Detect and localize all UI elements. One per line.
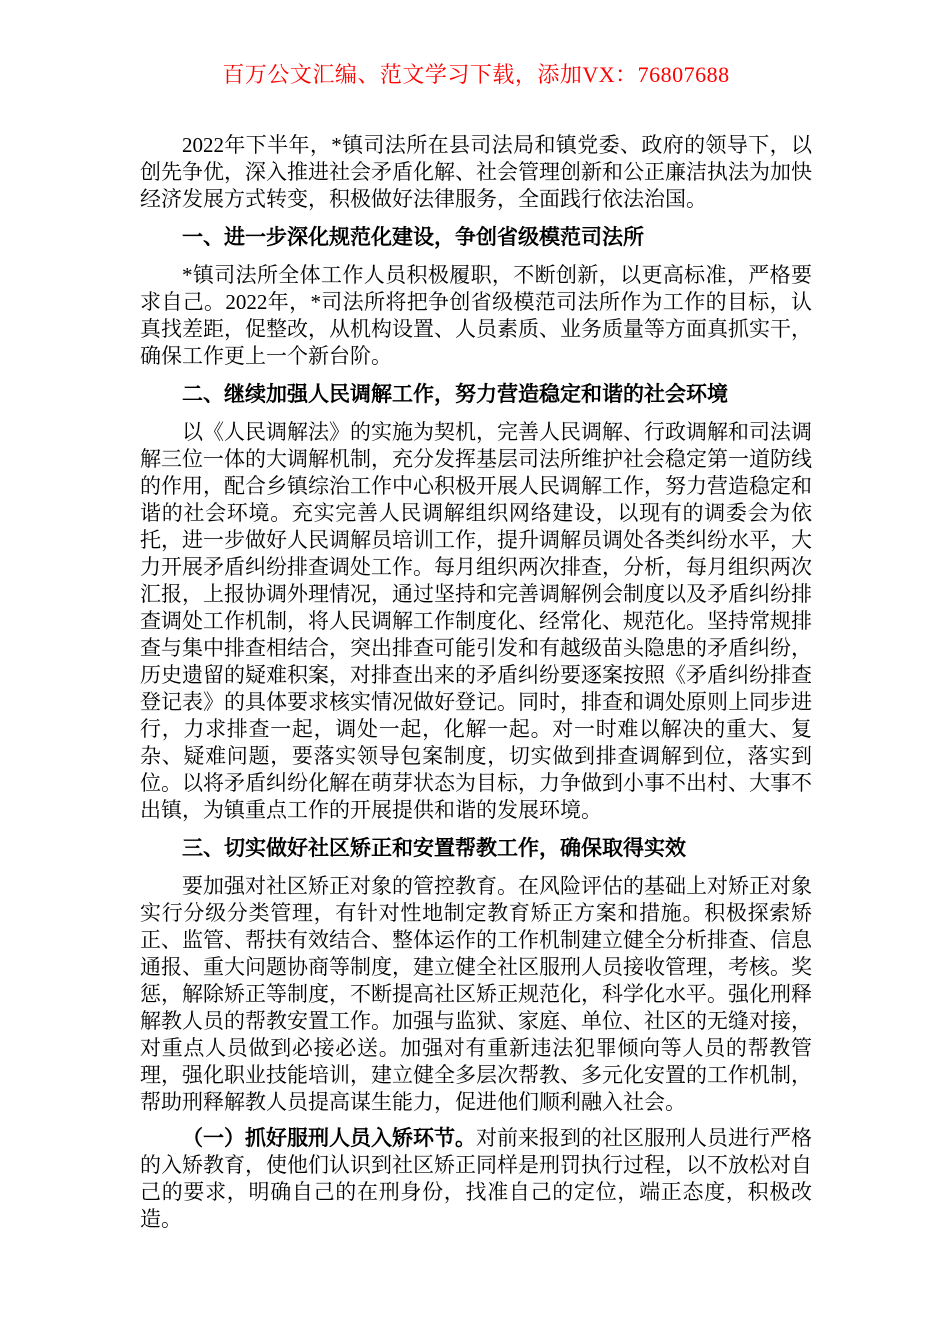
paragraph: 要加强对社区矫正对象的管控教育。在风险评估的基础上对矫正对象实行分级分类管理，有针对性地制定教育矫正方案和措施。积极探索矫正、监管、帮扶有效结合、整体运作的工作机制建立健全分析排查、信息通报、重大问题协商等制度，建立健全社区服刑人员接收管理，考核。奖惩，解除矫正等制度，不断提高社区矫正规范化，科学化水平。强化刑释解教人员的帮教安置工作。加强与监狱、家庭、单位、社区的无缝对接，对重点人员做到必接必送。加强对有重新违法犯罪倾向等人员的帮教管理，强化职业技能培训，建立健全多层次帮教、多元化安置的工作机制，帮助刑释解教人员提高谋生能力，促进他们顺利融入社会。 — [140, 874, 812, 1114]
paragraph: *镇司法所全体工作人员积极履职，不断创新，以更高标准，严格要求自己。2022年，*司法所将把争创省级模范司法所作为工作的目标，认真找差距，促整改，从机构设置、人员素质、业务质量等方面真抓实干，确保工作更上一个新台阶。 — [140, 263, 812, 368]
section-heading: 一、进一步深化规范化建设，争创省级模范司法所 — [182, 225, 644, 249]
paragraph-lead: （一）抓好服刑人员入矫环节。 — [182, 1126, 476, 1150]
header-notice: 百万公文汇编、范文学习下载，添加VX：76807688 — [222, 62, 730, 87]
paragraph: 2022年下半年，*镇司法所在县司法局和镇党委、政府的领导下，以创先争优，深入推进社会矛盾化解、社会管理创新和公正廉洁执法为加快经济发展方式转变，积极做好法律服务，全面践行依法治国。 — [140, 133, 812, 211]
section-heading: 二、继续加强人民调解工作，努力营造稳定和谐的社会环境 — [182, 382, 728, 406]
paragraph: 以《人民调解法》的实施为契机，完善人民调解、行政调解和司法调解三位一体的大调解机制，充分发挥基层司法所维护社会稳定第一道防线的作用，配合乡镇综治工作中心积极开展人民调解工作，努力营造稳定和谐的社会环境。充实完善人民调解组织网络建设，以现有的调委会为依托，进一步做好人民调解员培训工作，提升调解员调处各类纠纷水平，大力开展矛盾纠纷排查调处工作。每月组织两次排查，分析，每月组织两次汇报，上报协调外理情况，通过坚持和完善调解例会制度以及矛盾纠纷排查调处工作机制，将人民调解工作制度化、经常化、规范化。坚持常规排查与集中排查相结合，突出排查可能引发和有越级苗头隐患的矛盾纠纷，历史遗留的疑难积案，对排查出来的矛盾纠纷要逐案按照《矛盾纠纷排查登记表》的具体要求核实情况做好登记。同时，排查和调处原则上同步进行，力求排查一起，调处一起，化解一起。对一时难以解决的重大、复杂、疑难问题，要落实领导包案制度，切实做到排查调解到位，落实到位。以将矛盾纠纷化解在萌芽状态为目标，力争做到小事不出村、大事不出镇，为镇重点工作的开展提供和谐的发展环境。 — [140, 420, 812, 822]
paragraph: （一）抓好服刑人员入矫环节。对前来报到的社区服刑人员进行严格的入矫教育，使他们认识到社区矫正同样是刑罚执行过程，以不放松对自己的要求，明确自己的在刑身份，找准自己的定位，端正态度，积极改造。 — [140, 1126, 812, 1231]
section-heading: 三、切实做好社区矫正和安置帮教工作，确保取得实效 — [182, 836, 686, 860]
document-body — [140, 132, 812, 1233]
